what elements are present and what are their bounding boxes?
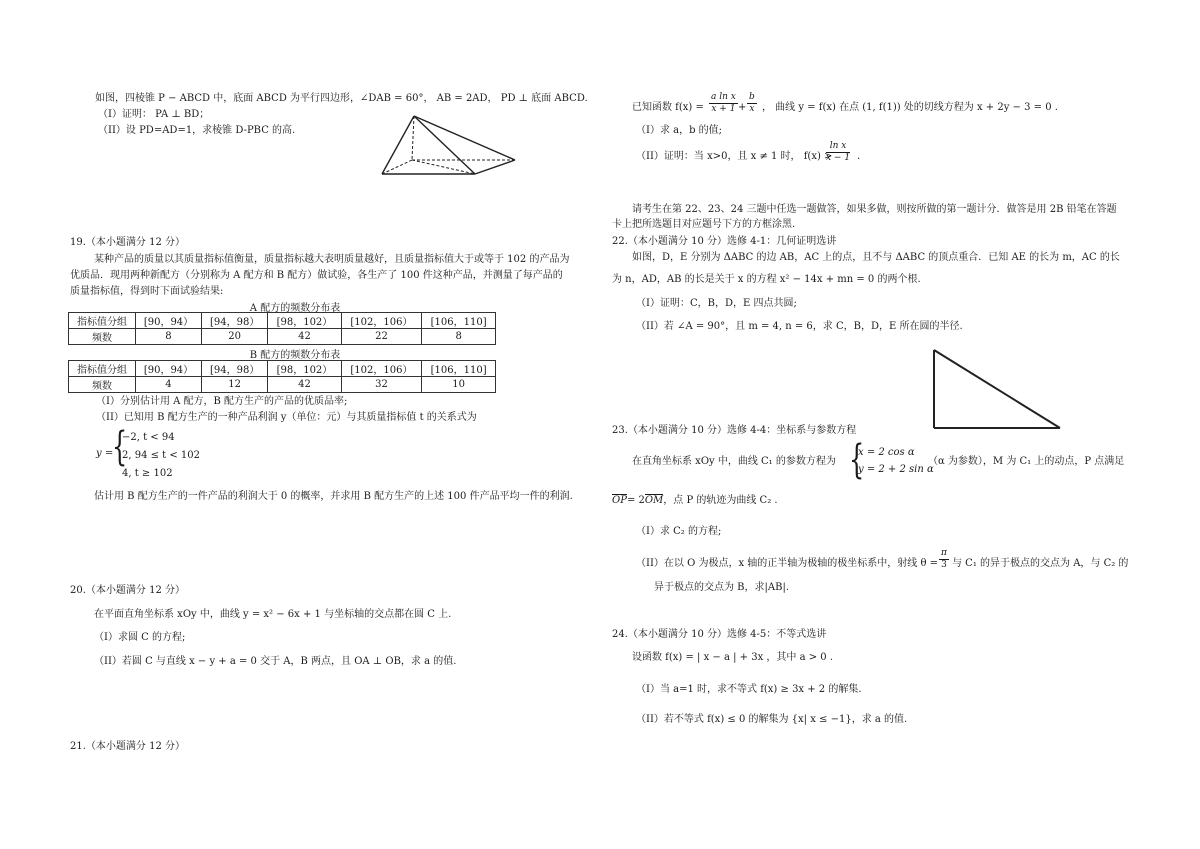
table-cell: 频数 xyxy=(69,329,136,345)
problem-21-part-2: （II）证明：当 x>0，且 x ≠ 1 时， f(x) > xyxy=(636,151,833,162)
fraction-numerator: a ln x xyxy=(711,92,736,102)
table-cell: 8 xyxy=(135,329,201,345)
table-row xyxy=(69,377,496,393)
piecewise-case-2: 2, 94 ≤ t < 102 xyxy=(122,450,201,461)
pyramid-figure xyxy=(370,108,530,186)
table-cell: [106，110] xyxy=(422,313,496,329)
fraction-b-over-x xyxy=(747,92,757,115)
table-cell: 8 xyxy=(422,329,496,345)
problem-20-header: 20.（本小题满分 12 分） xyxy=(70,585,185,596)
problem-22-part-2: （II）若 ∠A = 90°，且 m = 4, n = 6，求 C，B，D，E 所在圆的半径. xyxy=(636,321,963,332)
problem-19-part-2: （II）已知用 B 配方生产的一种产品利润 y（单位：元）与其质量指标值 t 的关系式为 xyxy=(96,412,477,423)
vector-op: OP xyxy=(612,495,627,506)
table-cell: 42 xyxy=(268,329,341,345)
fraction-numerator: π xyxy=(941,548,947,558)
vector-om: OM xyxy=(644,495,664,506)
problem-20-part-2: （II）若圆 C 与直线 x − y + a = 0 交于 A，B 两点，且 OA ⊥ OB，求 a 的值. xyxy=(94,656,457,667)
table-row xyxy=(69,313,496,329)
table-cell: [90，94） xyxy=(135,361,201,377)
table-cell: 指标值分组 xyxy=(69,361,136,377)
problem-23-statement-middle: （α 为参数），M 为 C₁ 上的动点，P 点满足 xyxy=(928,456,1125,467)
piecewise-y: y = xyxy=(96,448,114,459)
problem-24-statement: 设函数 f(x) = | x − a | + 3x ，其中 a > 0 . xyxy=(632,652,834,663)
table-cell: 22 xyxy=(341,329,422,345)
problem-18-part-1: （I）证明： PA ⊥ BD； xyxy=(98,109,210,120)
table-cell: 4 xyxy=(135,377,201,393)
fraction-denominator: x xyxy=(749,104,755,114)
problem-22-statement-1: 如图，D，E 分别为 ΔABC 的边 AB，AC 上的点，且不与 ΔABC 的顶点重合．已知 AE 的长为 m，AC 的长 xyxy=(632,252,1120,263)
vector-equation xyxy=(612,494,778,507)
table-cell: [106，110] xyxy=(422,361,496,377)
period: . xyxy=(857,151,861,162)
plus-sign: + xyxy=(738,102,747,113)
problem-23-header: 23.（本小题满分 10 分）选修 4-4：坐标系与参数方程 xyxy=(612,425,857,436)
table-cell: 10 xyxy=(422,377,496,393)
problem-21-part-1: （I）求 a，b 的值; xyxy=(636,125,723,136)
fraction-denominator: 3 xyxy=(941,560,947,570)
table-a xyxy=(68,312,496,345)
problem-22-header: 22.（本小题满分 10 分）选修 4-1：几何证明选讲 xyxy=(612,236,837,247)
table-cell: [90，94） xyxy=(135,313,201,329)
table-cell: [98，102） xyxy=(268,313,341,329)
notice-line-2: 卡上把所选题目对应题号下方的方框涂黑. xyxy=(612,219,796,230)
fraction-denominator: x − 1 xyxy=(826,153,851,163)
problem-19-intro-line-2: 优质品．现用两种新配方（分别称为 A 配方和 B 配方）做试验，各生产了 100 件这种产品，并测量了每产品的 xyxy=(70,270,563,281)
fraction-pi-over-3 xyxy=(939,548,949,571)
piecewise-brace: { xyxy=(112,424,128,470)
problem-18-part-2: （II）设 PD=AD=1，求棱锥 D-PBC 的高. xyxy=(98,125,296,136)
problem-23-part-1: （I）求 C₂ 的方程; xyxy=(636,526,722,537)
problem-24-part-2: （II）若不等式 f(x) ≤ 0 的解集为 {x| x ≤ −1}，求 a 的值. xyxy=(636,714,908,725)
parametric-eq-x: x = 2 cos α xyxy=(858,447,915,458)
problem-20-statement: 在平面直角坐标系 xOy 中，曲线 y = x² − 6x + 1 与坐标轴的交点都在圆 C 上. xyxy=(94,609,452,620)
table-cell: 12 xyxy=(202,377,268,393)
problem-23-statement-end: ，点 P 的轨迹为曲线 C₂ . xyxy=(663,495,778,506)
table-cell: 32 xyxy=(341,377,422,393)
problem-24-header: 24.（本小题满分 10 分）选修 4-5：不等式选讲 xyxy=(612,629,827,640)
table-cell: [94，98） xyxy=(202,361,268,377)
fraction-numerator: ln x xyxy=(826,141,850,153)
function-definition-start: 已知函数 f(x) = xyxy=(632,102,704,113)
vector-eq-sign: = 2 xyxy=(626,495,645,506)
table-b-title: B 配方的频数分布表 xyxy=(249,350,341,361)
problem-23-part-2-end: 异于极点的交点为 B，求|AB|. xyxy=(654,582,790,593)
problem-19-intro-line-1: 某种产品的质量以其质量指标值衡量，质量指标越大表明质量越好，且质量指标值大于或等于 102 的产品为 xyxy=(94,254,570,265)
notice-line-1: 请考生在第 22、23、24 三题中任选一题做答，如果多做，则按所做的第一题计分．做答是用 2B 铅笔在答题 xyxy=(632,204,1117,215)
table-cell: 20 xyxy=(202,329,268,345)
table-b xyxy=(68,360,496,393)
table-cell: [102，106） xyxy=(341,313,422,329)
table-cell: [94，98） xyxy=(202,313,268,329)
problem-20-part-1: （I）求圆 C 的方程; xyxy=(94,632,186,643)
piecewise-case-3: 4, t ≥ 102 xyxy=(122,468,173,479)
function-definition-end: ， 曲线 y = f(x) 在点 (1, f(1)) 处的切线方程为 x + 2y − 3 = 0 . xyxy=(762,102,1058,113)
fraction-numerator: b xyxy=(749,92,755,102)
parametric-brace: { xyxy=(849,437,865,483)
problem-19-intro-line-3: 质量指标值，得到时下面试验结果: xyxy=(70,286,224,297)
problem-24-part-1: （I）当 a=1 时，求不等式 f(x) ≥ 3x + 2 的解集. xyxy=(636,684,862,695)
fraction-a-lnx-over-x-plus-1 xyxy=(709,92,738,115)
problem-22-statement-2: 为 n，AD，AB 的长是关于 x 的方程 x² − 14x + mn = 0 的两个根. xyxy=(612,274,921,285)
problem-23-statement-start: 在直角坐标系 xOy 中，曲线 C₁ 的参数方程为 xyxy=(632,456,836,467)
piecewise-case-1: −2, t < 94 xyxy=(122,432,175,443)
table-row xyxy=(69,329,496,345)
problem-19-part-1: （I）分别估计用 A 配方，B 配方生产的产品的优质品率; xyxy=(96,396,348,407)
problem-22-part-1: （I）证明：C，B，D，E 四点共圆; xyxy=(636,298,797,309)
problem-19-header: 19.（本小题满分 12 分） xyxy=(70,237,185,248)
fraction-denominator: x + 1 xyxy=(711,104,736,114)
table-cell: 42 xyxy=(268,377,341,393)
table-cell: [98，102） xyxy=(268,361,341,377)
problem-23-part-2-start: （II）在以 O 为极点，x 轴的正半轴为极轴的极坐标系中，射线 θ = xyxy=(636,558,939,569)
problem-18-statement: 如图，四棱锥 P − ABCD 中，底面 ABCD 为平行四边形，∠DAB = 60°， AB = 2AD， PD ⊥ 底面 ABCD. xyxy=(95,93,588,104)
table-cell: 指标值分组 xyxy=(69,313,136,329)
table-cell: 频数 xyxy=(69,377,136,393)
table-row xyxy=(69,361,496,377)
problem-21-header: 21.（本小题满分 12 分） xyxy=(70,741,185,752)
right-triangle-figure xyxy=(918,340,1078,445)
table-a-title: A 配方的频数分布表 xyxy=(249,303,341,314)
parametric-eq-y: y = 2 + 2 sin α xyxy=(858,464,934,475)
problem-23-part-2-middle: 与 C₁ 的异于极点的交点为 A，与 C₂ 的 xyxy=(952,558,1129,569)
problem-19-part-3: 估计用 B 配方生产的一件产品的利润大于 0 的概率，并求用 B 配方生产的上述 100 件产品平均一件的利润. xyxy=(94,491,573,502)
fraction-lnx-over-x-minus-1 xyxy=(826,141,850,164)
table-cell: [102，106） xyxy=(341,361,422,377)
